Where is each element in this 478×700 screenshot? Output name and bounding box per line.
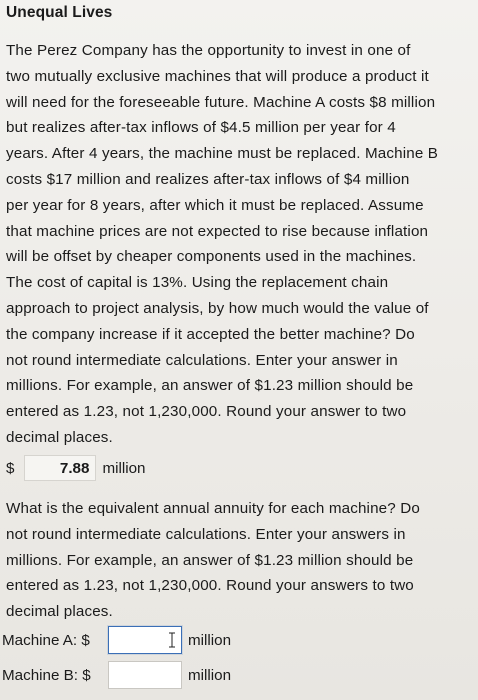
problem-line: per year for 8 years, after which it must be replaced. Assume [6,196,424,214]
machine-b-unit: million [188,666,232,684]
answer-field[interactable] [24,455,96,481]
problem-line: not round intermediate calculations. Enter your answer in [6,351,398,369]
machine-b-label: Machine B: $ [2,666,91,684]
problem-line: costs $17 million and realizes after-tax inflows of $4 million [6,170,410,188]
answer-unit: million [102,459,146,477]
problem-line: will be offset by cheaper components used in the machines. [6,248,417,266]
machine-a-unit: million [188,631,232,649]
i-beam-cursor-icon [169,632,175,648]
problem-line: millions. For example, an answer of $1.23 million should be [6,377,414,395]
machine-b-row [2,660,231,690]
question-line: What is the equivalent annual annuity for each machine? Do [6,500,420,517]
machine-b-input[interactable] [108,661,182,689]
machine-a-label: Machine A: $ [2,631,90,649]
answer-row [6,453,146,483]
currency-symbol: $ [6,459,15,477]
question-line: millions. For example, an answer of $1.23 million should be [6,551,414,569]
problem-line: that machine prices are not expected to rise because inflation [6,222,429,240]
question-statement [6,496,474,625]
problem-line: The cost of capital is 13%. Using the replacement chain [6,274,389,292]
question-line: not round intermediate calculations. Enter your answers in [6,525,406,543]
problem-line: entered as 1.23, not 1,230,000. Round your answer to two [6,403,407,421]
question-line: entered as 1.23, not 1,230,000. Round your answers to two [6,577,414,595]
problem-line: The Perez Company has the opportunity to invest in one of [6,42,411,59]
machine-a-input[interactable] [108,626,182,654]
question-line: decimal places. [6,603,113,621]
problem-line: but realizes after-tax inflows of $4.5 million per year for 4 [6,119,396,137]
problem-statement [6,38,474,451]
answer-value: 7.88 [59,459,90,477]
problem-line: decimal places. [6,428,113,446]
problem-line: years. After 4 years, the machine must be replaced. Machine B [6,145,439,163]
problem-line: the company increase if it accepted the better machine? Do [6,325,415,343]
machine-a-row [2,625,231,655]
problem-line: will need for the foreseeable future. Machine A costs $8 million [6,93,436,111]
page-title: Unequal Lives [6,4,113,21]
problem-line: approach to project analysis, by how much would the value of [6,299,429,317]
problem-line: two mutually exclusive machines that will produce a product it [6,67,429,85]
